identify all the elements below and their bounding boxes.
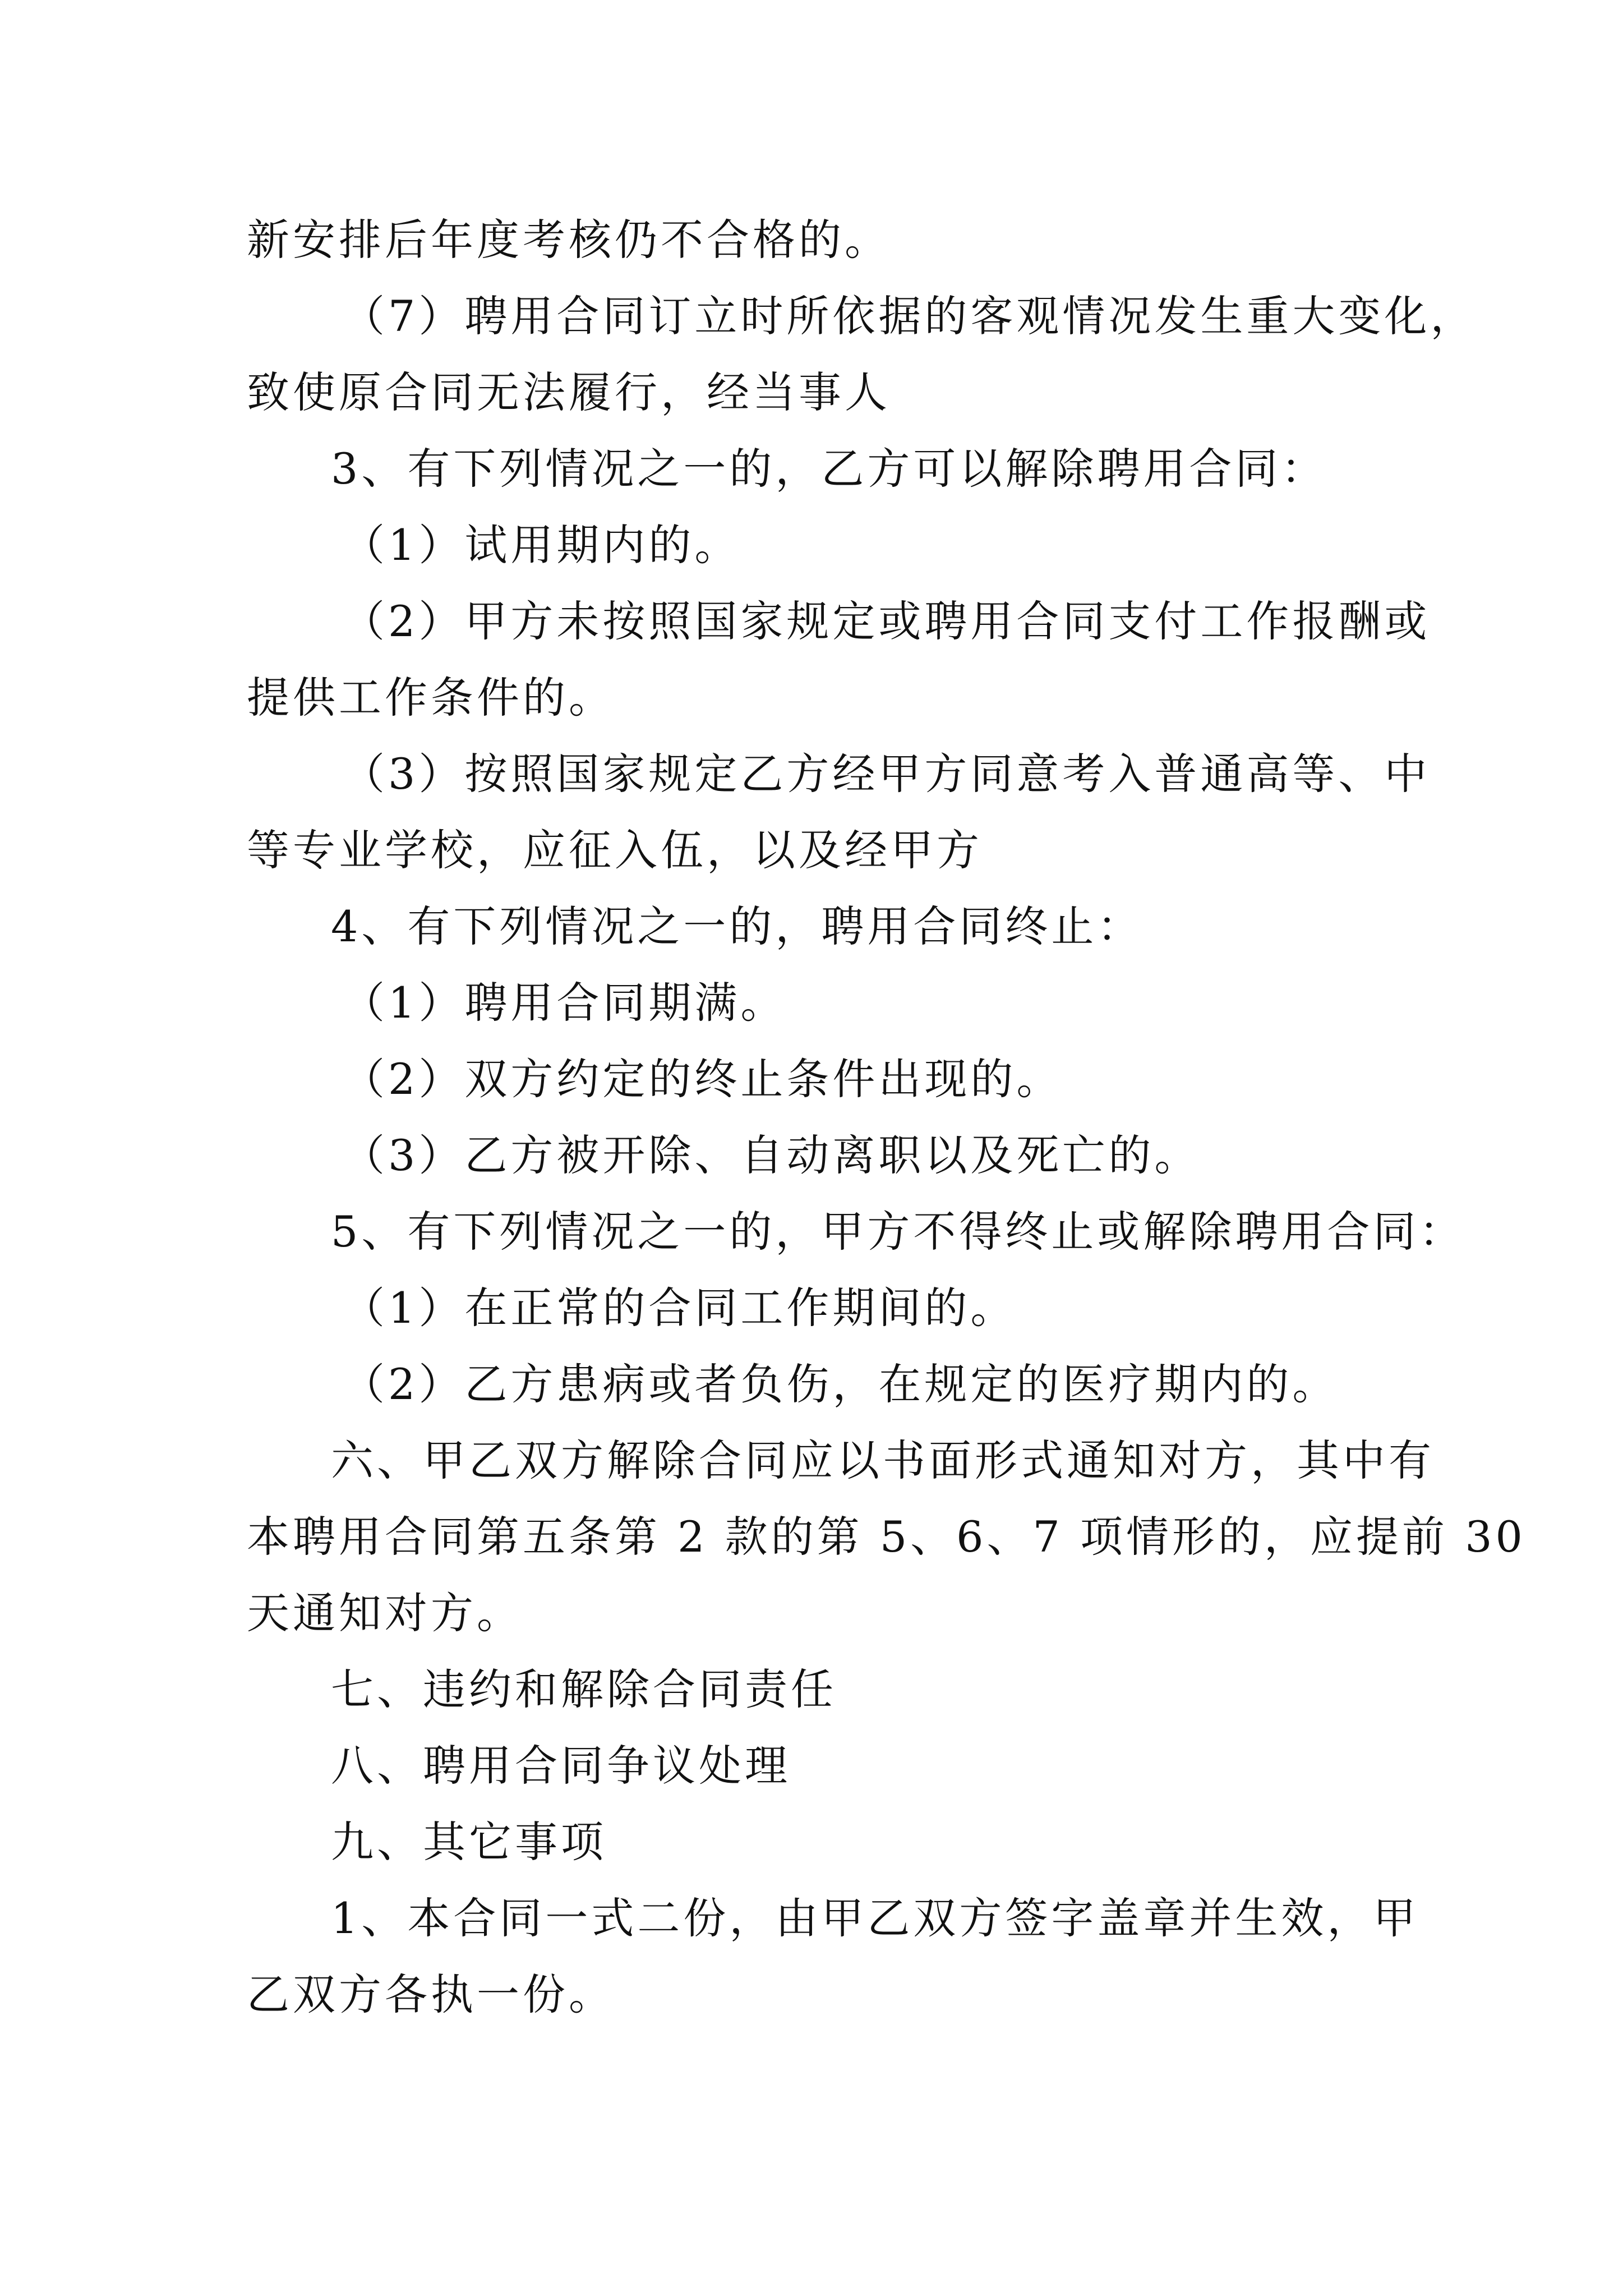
text-line: （3）乙方被开除、自动离职以及死亡的。 <box>342 1130 1201 1180</box>
text-line: （7）聘用合同订立时所依据的客观情况发生重大变化， <box>342 291 1477 341</box>
text-line: 本聘用合同第五条第 2 款的第 5、6、7 项情形的，应提前 30 <box>247 1512 1526 1562</box>
text-line: 天通知对方。 <box>247 1588 523 1638</box>
text-line: （2）甲方未按照国家规定或聘用合同支付工作报酬或 <box>342 596 1431 646</box>
text-line: 八、聘用合同争议处理 <box>331 1741 791 1791</box>
text-line: 新安排后年度考核仍不合格的。 <box>247 215 891 265</box>
text-line: 致使原合同无法履行，经当事人 <box>247 367 891 417</box>
text-line: 4、有下列情况之一的，聘用合同终止： <box>331 901 1144 951</box>
text-line: （1）在正常的合同工作期间的。 <box>342 1283 1017 1333</box>
text-line: 5、有下列情况之一的，甲方不得终止或解除聘用合同： <box>331 1207 1465 1257</box>
text-line: 等专业学校，应征入伍，以及经甲方 <box>247 825 983 875</box>
text-line: 乙双方各执一份。 <box>247 1970 615 2019</box>
text-line: 九、其它事项 <box>331 1817 607 1867</box>
text-line: 提供工作条件的。 <box>247 673 615 723</box>
text-line: （1）聘用合同期满。 <box>342 978 787 1028</box>
text-line: 1、本合同一式二份，由甲乙双方签字盖章并生效，甲 <box>331 1893 1419 1943</box>
text-line: （3）按照国家规定乙方经甲方同意考入普通高等、中 <box>342 749 1431 799</box>
text-line: （2）乙方患病或者负伤，在规定的医疗期内的。 <box>342 1359 1339 1409</box>
text-line: （1）试用期内的。 <box>342 520 741 570</box>
document-body <box>247 202 1526 2033</box>
text-line: （2）双方约定的终止条件出现的。 <box>342 1054 1063 1104</box>
text-line: 六、甲乙双方解除合同应以书面形式通知对方，其中有 <box>331 1435 1435 1485</box>
text-line: 七、违约和解除合同责任 <box>331 1664 837 1714</box>
text-line: 3、有下列情况之一的，乙方可以解除聘用合同： <box>331 444 1327 494</box>
